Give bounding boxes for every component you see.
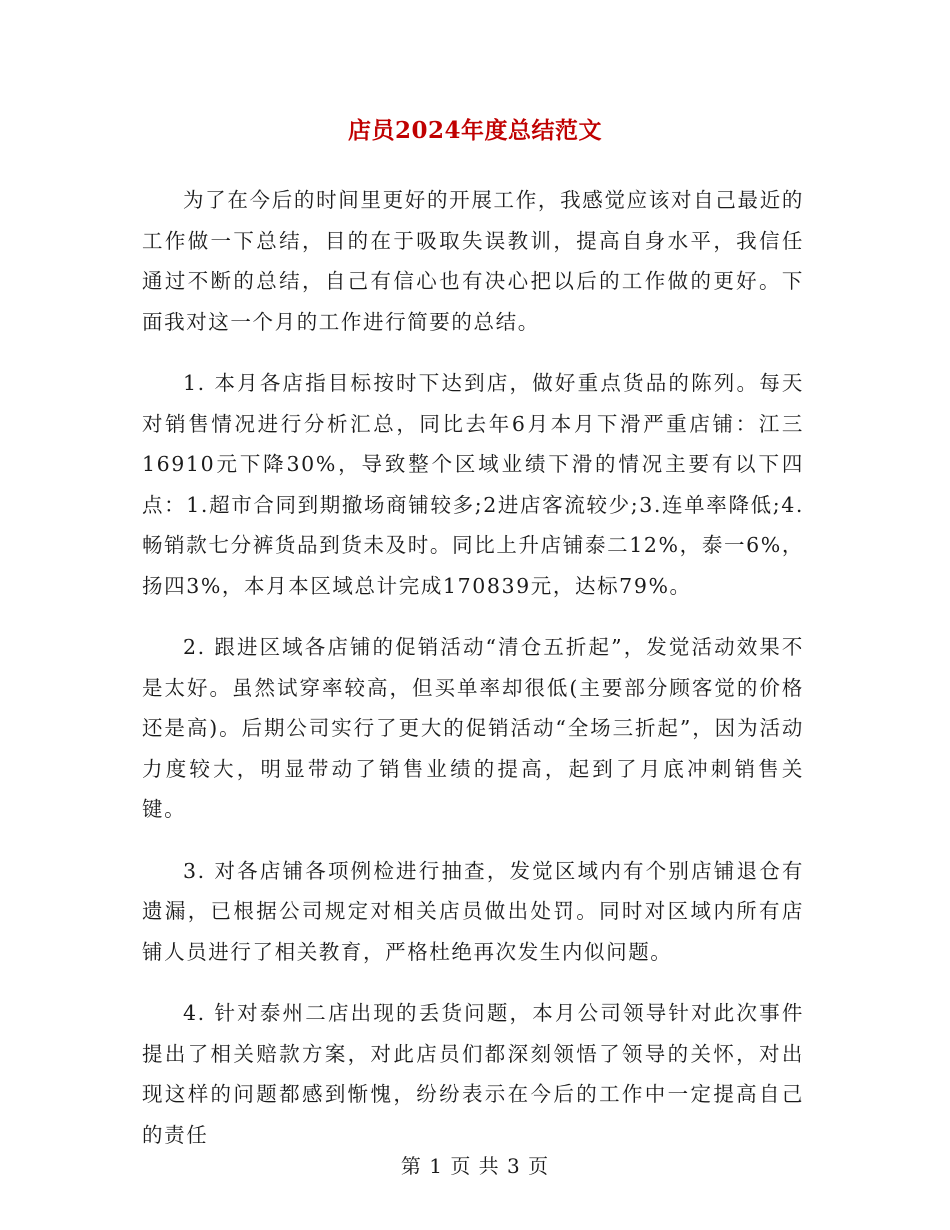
paragraph-item-3: 3. 对各店铺各项例检进行抽查，发觉区域内有个别店铺退仓有遗漏，已根据公司规定对相关店员做出处罚。同时对区域内所有店铺人员进行了相关教育，严格杜绝再次发生内似问题。 (142, 858, 804, 964)
document-title: 店员2024年度总结范文 (347, 117, 602, 144)
page-number-footer: 第 1 页 共 3 页 (400, 1154, 550, 1178)
document-body (142, 180, 804, 1176)
paragraph-item-1: 1. 本月各店指目标按时下达到店，做好重点货品的陈列。每天对销售情况进行分析汇总，同比去年6月本月下滑严重店铺：江三16910元下降30%，导致整个区域业绩下滑的情况主要有以下四点：1.超市合同到期撤场商铺较多;2进店客流较少;3.连单率降低;4.畅销款七分裤货品到货未及时。同比上升店铺泰二12%，泰一6%，扬四3%，本月本区域总计完成170839元，达标79%。 (142, 371, 804, 598)
intro-paragraph: 为了在今后的时间里更好的开展工作，我感觉应该对自己最近的工作做一下总结，目的在于吸取失误教训，提高自身水平，我信任通过不断的总结，自己有信心也有决心把以后的工作做的更好。下面我对这一个月的工作进行简要的总结。 (142, 188, 804, 334)
paragraph-item-4: 4. 针对泰州二店出现的丢货问题，本月公司领导针对此次事件提出了相关赔款方案，对此店员们都深刻领悟了领导的关怀，对出现这样的问题都感到惭愧，纷纷表示在今后的工作中一定提高自己的责任 (142, 1001, 804, 1147)
paragraph-item-2: 2. 跟进区域各店铺的促销活动“清仓五折起”，发觉活动效果不是太好。虽然试穿率较高，但买单率却很低(主要部分顾客觉的价格还是高)。后期公司实行了更大的促销活动“全场三折起”，因为活动力度较大，明显带动了销售业绩的提高，起到了月底冲刺销售关键。 (142, 635, 804, 821)
